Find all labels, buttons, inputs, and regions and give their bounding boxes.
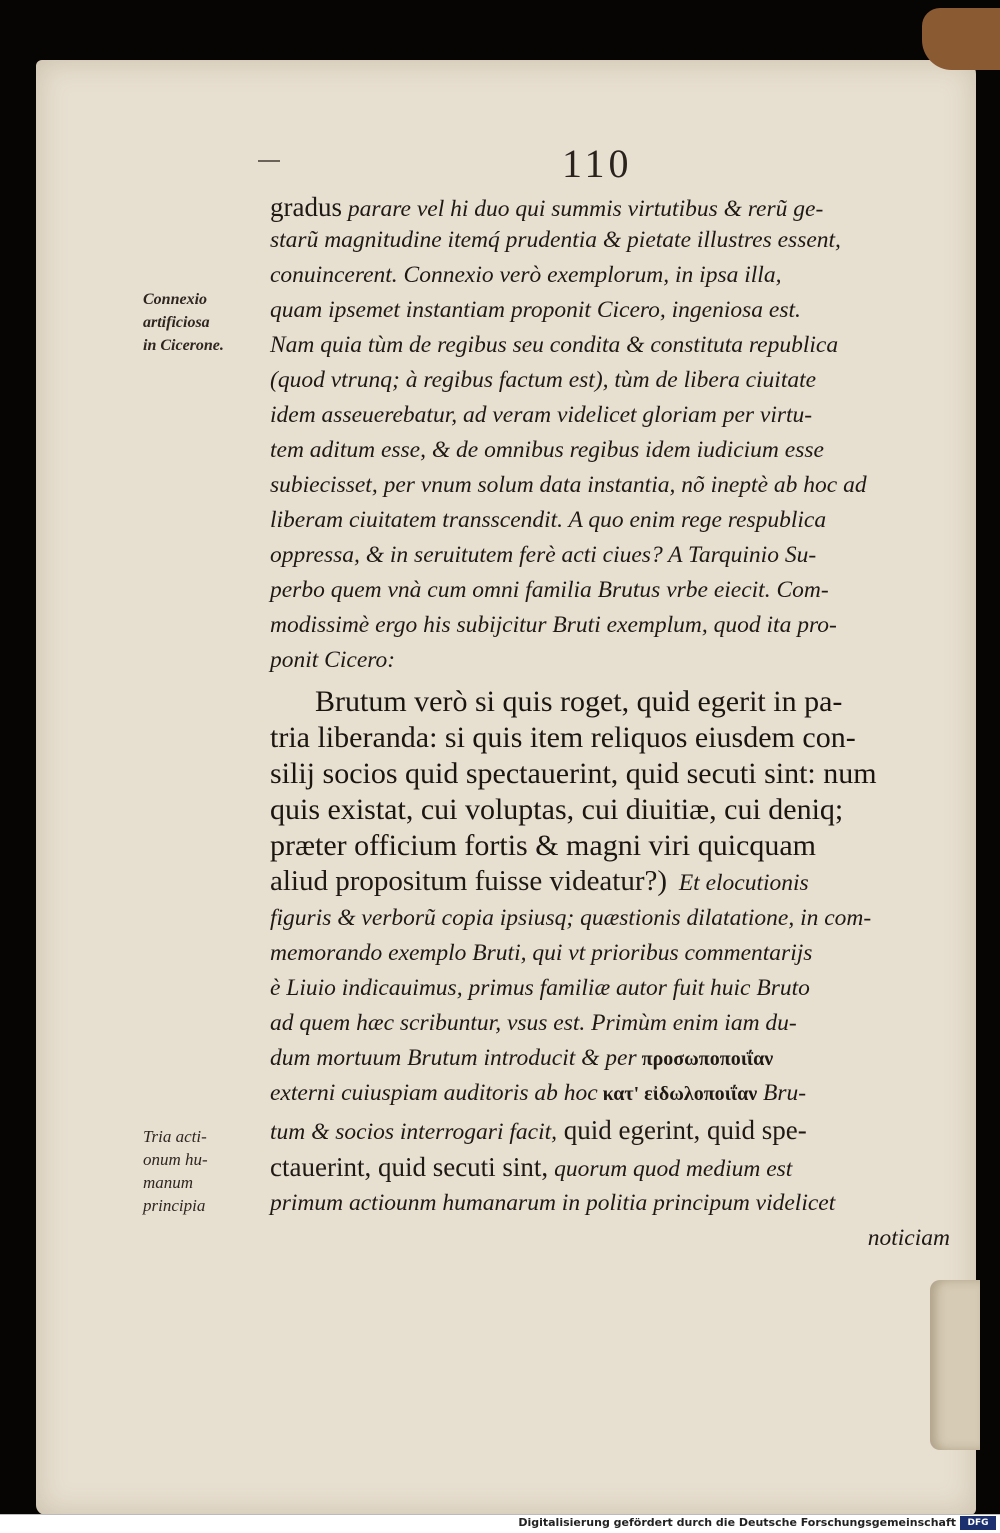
page-number: 110 bbox=[562, 141, 633, 186]
text-italic: Bru- bbox=[757, 1080, 807, 1106]
text-line bbox=[270, 865, 955, 898]
text-italic: tum & socios interrogari facit, bbox=[270, 1119, 558, 1145]
text-line: tem aditum esse, & de omnibus regibus idem iudicium esse bbox=[270, 437, 824, 463]
text-roman: ctauerint, quid secuti sint, bbox=[270, 1152, 549, 1182]
text-line: conuincerent. Connexio verò exemplorum, in ipsa illa, bbox=[270, 262, 782, 288]
text-line bbox=[270, 1115, 955, 1146]
text-line: quam ipsemet instantiam proponit Cicero, ingeniosa est. bbox=[270, 297, 801, 323]
text-italic: parare vel hi duo qui summis virtutibus & rerũ ge- bbox=[341, 196, 824, 222]
text-line: idem asseuerebatur, ad veram videlicet gloriam per virtu- bbox=[270, 402, 813, 428]
text-line: oppressa, & in seruitutem ferè acti ciues? A Tarquinio Su- bbox=[270, 542, 817, 568]
text-line: Nam quia tùm de regibus seu condita & constituta republica bbox=[270, 332, 839, 358]
text-line: starũ magnitudine itemq́ prudentia & pietate illustres essent, bbox=[270, 227, 841, 253]
text-line: ponit Cicero: bbox=[270, 647, 396, 673]
text-line: perbo quem vnà cum omni familia Brutus vrbe eiecit. Com- bbox=[270, 577, 829, 603]
footer-credit: Digitalisierung gefördert durch die Deutsche Forschungsgemeinschaft bbox=[518, 1516, 956, 1529]
text-greek: προσωποποιΐαν bbox=[636, 1048, 774, 1070]
quote-line: silij socios quid spectauerint, quid secuti sint: num bbox=[270, 757, 877, 790]
quote-line: Brutum verò si quis roget, quid egerit in pa- bbox=[270, 685, 843, 718]
text-line: subiecisset, per vnum solum data instantia, nõ ineptè ab hoc ad bbox=[270, 472, 867, 498]
marginal-line: onum hu- bbox=[143, 1150, 208, 1169]
text-line bbox=[270, 1045, 955, 1072]
text-greek: κατ' εἰδωλοποιΐαν bbox=[597, 1083, 758, 1105]
text-roman: quid egerint, quid spe- bbox=[557, 1115, 807, 1145]
page-corner bbox=[922, 8, 1000, 70]
header-rule bbox=[258, 160, 280, 162]
text-italic: dum mortuum Brutum introducit & per bbox=[270, 1045, 637, 1071]
marginal-line: manum bbox=[143, 1173, 194, 1192]
text-line: liberam ciuitatem transscendit. A quo enim rege respublica bbox=[270, 507, 827, 533]
marginal-line: Connexio bbox=[143, 291, 208, 308]
quote-line: quis existat, cui voluptas, cui diuitiæ, cui deniq; bbox=[270, 793, 844, 826]
text-italic: quorum quod medium est bbox=[548, 1156, 793, 1182]
text-italic: Et elocutionis bbox=[667, 870, 809, 896]
text-line: primum actiounm humanarum in politia principum videlicet bbox=[270, 1190, 836, 1216]
marginal-note-connexio bbox=[143, 288, 224, 357]
text-line bbox=[270, 1152, 955, 1183]
text-line: memorando exemplo Bruti, qui vt prioribus commentarijs bbox=[270, 940, 813, 966]
catchword: noticiam bbox=[867, 1225, 950, 1251]
marginal-note-tria bbox=[143, 1125, 208, 1217]
text-roman: aliud propositum fuisse videatur?) bbox=[270, 865, 668, 897]
text-line: ad quem hæc scribuntur, vsus est. Primùm enim iam du- bbox=[270, 1010, 797, 1036]
marginal-line: in Cicerone. bbox=[143, 337, 224, 354]
quote-line: præter officium fortis & magni viri quicquam bbox=[270, 829, 817, 862]
marginal-line: Tria acti- bbox=[143, 1127, 207, 1146]
marginal-line: principia bbox=[143, 1196, 206, 1215]
text-line: è Liuio indicauimus, primus familiæ autor fuit huic Bruto bbox=[270, 975, 810, 1001]
dfg-logo-icon: DFG bbox=[960, 1516, 996, 1530]
text-line bbox=[270, 1080, 955, 1107]
digitization-footer bbox=[0, 1514, 1000, 1533]
text-line: modissimè ergo his subijcitur Bruti exemplum, quod ita pro- bbox=[270, 612, 837, 638]
quote-line: tria liberanda: si quis item reliquos eiusdem con- bbox=[270, 721, 856, 754]
text-line bbox=[270, 192, 955, 223]
text-line: (quod vtrunq; à regibus factum est), tùm de libera ciuitate bbox=[270, 367, 817, 393]
page-tear bbox=[930, 1280, 980, 1450]
text-line: figuris & verborũ copia ipsiusq; quæstionis dilatatione, in com- bbox=[270, 905, 872, 931]
marginal-line: artificiosa bbox=[143, 314, 210, 331]
text-italic: externi cuiuspiam auditoris ab hoc bbox=[270, 1080, 598, 1106]
text-roman: gradus bbox=[270, 192, 342, 222]
